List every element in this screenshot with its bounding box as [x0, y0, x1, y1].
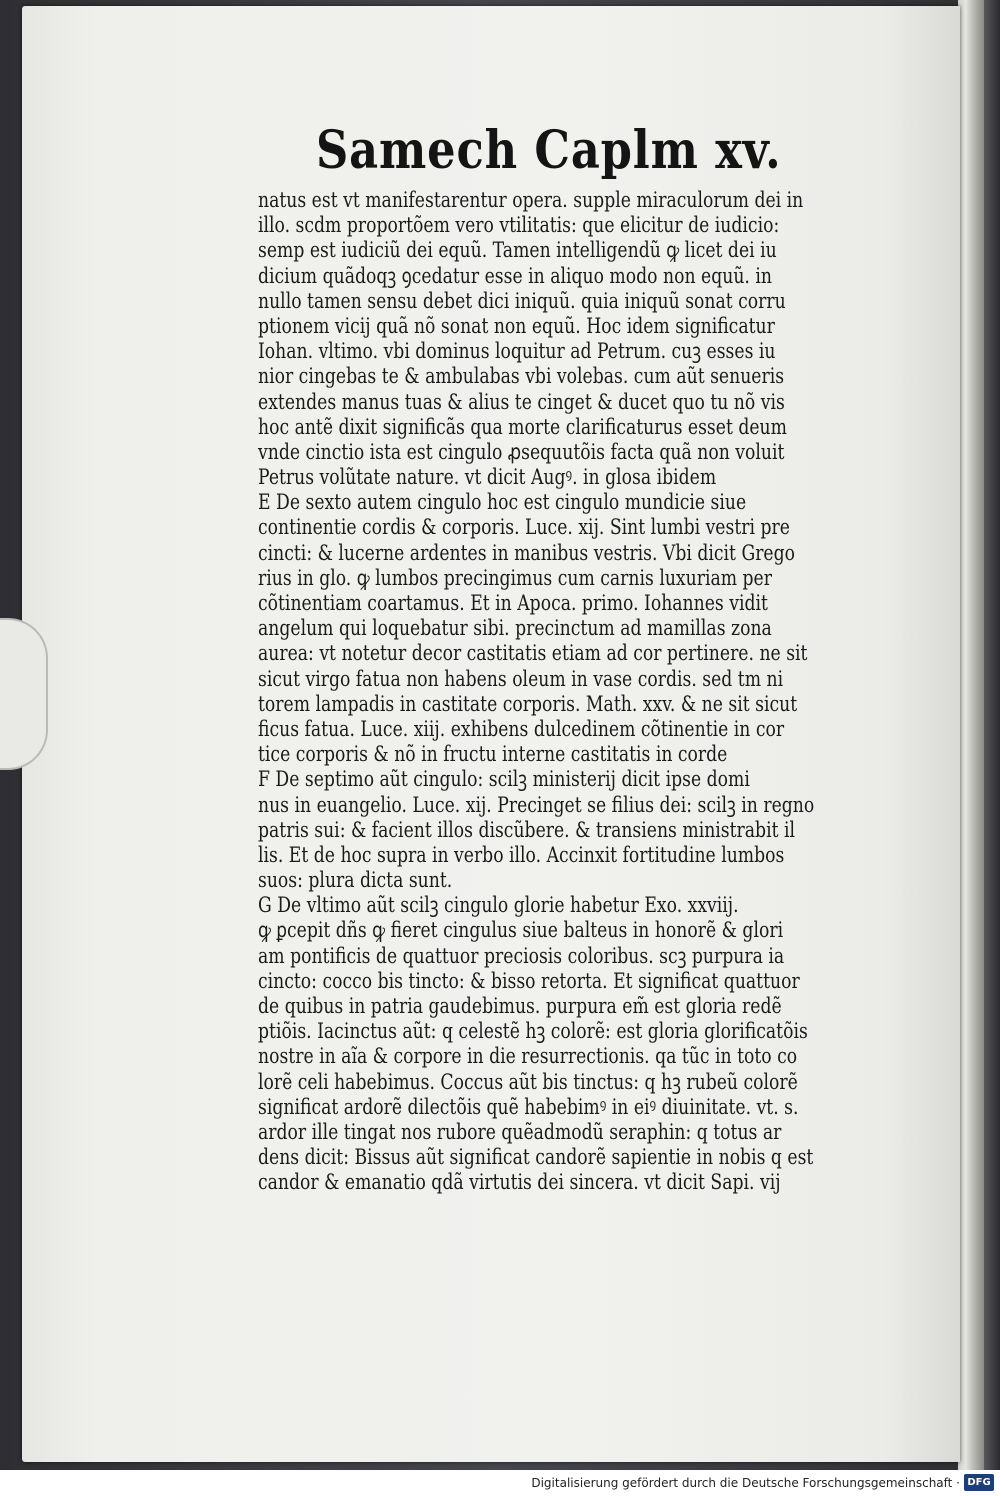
text-line: nior cingebas te & ambulabas vbi volebas. cum aũt senueris	[258, 364, 785, 389]
text-line: candor & emanatio qdã virtutis dei sincera. vt dicit Sapi. vij	[258, 1170, 781, 1195]
text-line: nostre in aĩa & corpore in die resurrectionis. qa tũc in toto co	[258, 1044, 798, 1069]
text-line: significat ardorẽ dilectõis quẽ habebimꝰ in eiꝰ diuinitate. vt. s.	[258, 1094, 799, 1119]
text-line: ardor ille tingat nos rubore quẽadmodũ seraphin: q totus ar	[258, 1119, 782, 1144]
text-line: cincti: & lucerne ardentes in manibus vestris. Vbi dicit Grego	[258, 540, 796, 565]
text-line: Iohan. vltimo. vbi dominus loquitur ad Petrum. cuꝫ esses iu	[258, 339, 776, 364]
text-line: ꝙ ꝑcepit dñs ꝙ fieret cingulus siue balteus in honorẽ & glori	[258, 918, 784, 943]
funding-credit: Digitalisierung gefördert durch die Deutsche Forschungsgemeinschaft ·	[531, 1476, 960, 1490]
text-line: am pontificis de quattuor preciosis coloribus. scꝫ purpura ia	[258, 943, 785, 968]
text-line: lorẽ celi habebimus. Coccus aũt bis tinctus: q hꝫ rubeũ colorẽ	[258, 1069, 798, 1094]
text-line: torem lampadis in castitate corporis. Math. xxv. & ne sit sicut	[258, 691, 798, 716]
page-heading: Samech Caplm xv.	[316, 120, 782, 181]
text-line: sicut virgo fatua non habens oleum in vase cordis. sed tm ni	[258, 666, 784, 691]
text-line: angelum qui loquebatur sibi. precinctum ad mamillas zona	[258, 616, 772, 641]
text-line: nullo tamen sensu debet dici iniquũ. quia iniquũ sonat corru	[258, 288, 786, 313]
text-line: cõtinentiam coartamus. Et in Apoca. primo. Iohannes vidit	[258, 591, 768, 615]
text-line: de quibus in patria gaudebimus. purpura em̃ est gloria redẽ	[258, 994, 782, 1018]
binding-shadow	[984, 0, 1000, 1470]
text-line: ficus fatua. Luce. xiij. exhibens dulcedinem cõtinentie in cor	[258, 716, 785, 741]
text-line: aurea: vt notetur decor castitatis etiam ad cor pertinere. ne sit	[258, 641, 808, 666]
dfg-logo: DFG	[964, 1474, 994, 1491]
text-line: patris sui: & facient illos discũbere. & transiens ministrabit il	[258, 817, 796, 842]
text-line: suos: plura dicta sunt.	[258, 868, 453, 893]
text-line: dicium quãdoqꝫ ꝯcedatur esse in aliquo modo non equũ. in	[258, 263, 772, 288]
text-line: ptionem vicij quã nõ sonat non equũ. Hoc idem significatur	[258, 313, 775, 338]
text-line: G De vltimo aũt scilꝫ cingulo glorie habetur Exo. xxviij.	[258, 893, 739, 918]
text-line: extendes manus tuas & alius te cinget & ducet quo tu nõ vis	[258, 389, 785, 414]
text-line: ptiõis. Iacinctus aũt: q celestẽ hꝫ colorẽ: est gloria glorificatõis	[258, 1019, 808, 1044]
text-line: vnde cinctio ista est cingulo ꝓsequutõis facta quã non voluit	[258, 439, 785, 464]
text-line: lis. Et de hoc supra in verbo illo. Accinxit fortitudine lumbos	[258, 842, 785, 867]
text-line: illo. scdm proportõem vero vtilitatis: que elicitur de iudicio:	[258, 213, 780, 238]
page-edge	[958, 0, 984, 1470]
text-line: nus in euangelio. Luce. xij. Precinget se filius dei: scilꝫ in regno	[258, 792, 815, 817]
page-tab-notch	[0, 618, 48, 770]
text-line: rius in glo. ꝙ lumbos precingimus cum carnis luxuriam per	[258, 565, 772, 590]
text-line: F De septimo aũt cingulo: scilꝫ ministerij dicit ipse domi	[258, 767, 750, 792]
text-line: hoc antẽ dixit significãs qua morte clarificaturus esset deum	[258, 414, 787, 439]
text-line: E De sexto autem cingulo hoc est cingulo mundicie siue	[258, 490, 747, 515]
text-line: natus est vt manifestarentur opera. supple miraculorum dei in	[258, 188, 804, 212]
text-line: continentie cordis & corporis. Luce. xij. Sint lumbi vestri pre	[258, 515, 790, 540]
text-line: dens dicit: Bissus aũt significat candorẽ sapientie in nobis q est	[258, 1145, 814, 1170]
text-line: Petrus volũtate nature. vt dicit Augꝰ. in glosa ibidem	[258, 465, 717, 490]
text-line: semp est iudiciũ dei equũ. Tamen intelligendũ ꝙ licet dei iu	[258, 238, 777, 263]
text-line: tice corporis & nõ in fructu interne castitatis in corde	[258, 742, 728, 767]
text-line: cincto: cocco bis tincto: & bisso retorta. Et significat quattuor	[258, 968, 800, 993]
body-text	[258, 188, 888, 1196]
